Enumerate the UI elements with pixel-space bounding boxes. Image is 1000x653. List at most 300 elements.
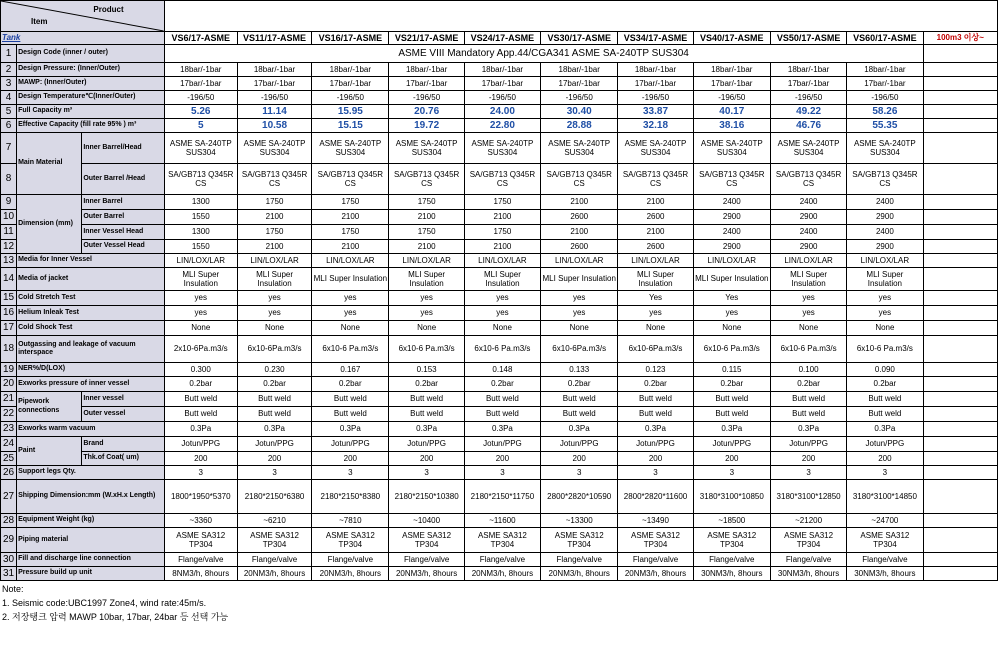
- row-label: Fill and discharge line connection: [17, 553, 165, 567]
- spec-value: Butt weld: [693, 407, 770, 422]
- row-label: Cold Stretch Test: [17, 291, 165, 306]
- spec-value: 2600: [541, 240, 618, 254]
- extra-cell: [923, 91, 997, 105]
- spec-value: 15.15: [312, 119, 389, 133]
- spec-value: SA/GB713 Q345R CS: [389, 164, 464, 195]
- spec-row-15: [1, 291, 998, 306]
- spec-value: 24.00: [464, 105, 540, 119]
- spec-value: 3: [693, 466, 770, 480]
- spec-row-26: [1, 466, 998, 480]
- spec-value: 20NM3/h, 8hours: [237, 567, 311, 581]
- spec-value: ASME SA312 TP304: [770, 528, 846, 553]
- spec-value: LIN/LOX/LAR: [312, 254, 389, 268]
- row-label: Support legs Qty.: [17, 466, 165, 480]
- spec-value: 6x10-6 Pa.m3/s: [464, 336, 540, 363]
- spec-value: MLI Super Insulation: [464, 268, 540, 291]
- spec-value: 40.17: [693, 105, 770, 119]
- note-1: 1. Seismic code:UBC1997 Zone4, wind rate:45m/s.: [2, 597, 207, 608]
- spec-value: 6x10-6 Pa.m3/s: [693, 336, 770, 363]
- spec-value: Butt weld: [847, 407, 923, 422]
- spec-value: Butt weld: [164, 392, 237, 407]
- spec-value: 0.100: [770, 363, 846, 377]
- spec-value: MLI Super Insulation: [693, 268, 770, 291]
- extra-cell: [923, 77, 997, 91]
- row-label: Design Code (inner / outer): [17, 45, 165, 63]
- spec-value: 6x10-6 Pa.m3/s: [312, 336, 389, 363]
- header-blank: [164, 1, 997, 32]
- extra-cell: [923, 45, 997, 63]
- spec-value: 20NM3/h, 8hours: [389, 567, 464, 581]
- spec-value: 20NM3/h, 8hours: [618, 567, 693, 581]
- spec-value: -196/50: [164, 91, 237, 105]
- spec-value: 3: [312, 466, 389, 480]
- spec-value: 1750: [389, 195, 464, 210]
- spec-value: 2180*2150*10380: [389, 480, 464, 514]
- extra-cell: [923, 321, 997, 336]
- spec-value: 1750: [237, 195, 311, 210]
- extra-cell: [923, 514, 997, 528]
- row-label: Full Capacity m³: [17, 105, 165, 119]
- spec-value: 1800*1950*5370: [164, 480, 237, 514]
- spec-value: 0.3Pa: [389, 422, 464, 437]
- spec-value: Butt weld: [618, 392, 693, 407]
- spec-value: Butt weld: [770, 407, 846, 422]
- spec-value: 28.88: [541, 119, 618, 133]
- spec-value: -196/50: [541, 91, 618, 105]
- spec-value: 0.3Pa: [618, 422, 693, 437]
- row-label: Pipework connections: [17, 392, 82, 422]
- row-number: 2: [1, 63, 17, 77]
- spec-value: yes: [541, 306, 618, 321]
- spec-value: 3: [389, 466, 464, 480]
- spec-value: None: [237, 321, 311, 336]
- extra-cell: [923, 63, 997, 77]
- spec-value: None: [693, 321, 770, 336]
- spec-value: 2400: [693, 195, 770, 210]
- spec-value: LIN/LOX/LAR: [237, 254, 311, 268]
- row-number: 15: [1, 291, 17, 306]
- spec-value: 17bar/-1bar: [847, 77, 923, 91]
- extra-cell: [923, 225, 997, 240]
- spec-row-27: [1, 480, 998, 514]
- spec-value: 0.148: [464, 363, 540, 377]
- row-label: Main Material: [17, 133, 82, 195]
- spec-value: yes: [237, 306, 311, 321]
- spec-value: 1300: [164, 195, 237, 210]
- spec-value: None: [770, 321, 846, 336]
- extra-cell: [923, 254, 997, 268]
- spec-value: 3: [541, 466, 618, 480]
- spec-value: 2100: [618, 225, 693, 240]
- row-number: 4: [1, 91, 17, 105]
- spec-value: 0.3Pa: [237, 422, 311, 437]
- spec-row-31: [1, 567, 998, 581]
- model-header: VS30/17-ASME: [541, 32, 618, 45]
- row-sublabel: Inner Vessel Head: [82, 225, 164, 240]
- row-number: 26: [1, 466, 17, 480]
- spec-row-24: [1, 437, 998, 452]
- spec-value: None: [618, 321, 693, 336]
- spec-row-10: [1, 210, 998, 225]
- spec-value: 30NM3/h, 8hours: [693, 567, 770, 581]
- extra-cell: [923, 306, 997, 321]
- spec-value: Butt weld: [464, 392, 540, 407]
- diagonal-divider: [1, 1, 164, 31]
- spec-row-16: [1, 306, 998, 321]
- row-number: 19: [1, 363, 17, 377]
- spec-value: 1750: [312, 195, 389, 210]
- row-number: 21: [1, 392, 17, 407]
- row-label: MAWP: (Inner/Outer): [17, 77, 165, 91]
- spec-value: 0.2bar: [164, 377, 237, 392]
- row-sublabel: Outer Vessel Head: [82, 240, 164, 254]
- row-number: 7: [1, 133, 17, 164]
- spec-value: Jotun/PPG: [312, 437, 389, 452]
- spec-value: ~18500: [693, 514, 770, 528]
- spec-value: LIN/LOX/LAR: [847, 254, 923, 268]
- spec-value: 0.133: [541, 363, 618, 377]
- spec-value: 6x10-6Pa.m3/s: [237, 336, 311, 363]
- row-number: 31: [1, 567, 17, 581]
- extra-cell: [923, 452, 997, 466]
- spec-value: Butt weld: [237, 392, 311, 407]
- extra-cell: [923, 119, 997, 133]
- row-number: 6: [1, 119, 17, 133]
- row-label: Piping material: [17, 528, 165, 553]
- spec-value: 2900: [770, 240, 846, 254]
- spec-value: 0.3Pa: [164, 422, 237, 437]
- spec-value: 18bar/-1bar: [693, 63, 770, 77]
- spec-value: Jotun/PPG: [693, 437, 770, 452]
- spec-value: 2600: [618, 240, 693, 254]
- spec-value: Flange/valve: [847, 553, 923, 567]
- spec-value: ~13490: [618, 514, 693, 528]
- spec-value: yes: [464, 306, 540, 321]
- spec-value: 2600: [541, 210, 618, 225]
- spec-value: LIN/LOX/LAR: [618, 254, 693, 268]
- spec-value: 18bar/-1bar: [541, 63, 618, 77]
- spec-value: 2800*2820*11600: [618, 480, 693, 514]
- spec-value: 2x10-6Pa.m3/s: [164, 336, 237, 363]
- spec-value: yes: [164, 291, 237, 306]
- spec-value: Yes: [618, 291, 693, 306]
- spec-value: SA/GB713 Q345R CS: [237, 164, 311, 195]
- extra-cell: [923, 392, 997, 407]
- spec-value: ASME SA-240TP SUS304: [693, 133, 770, 164]
- spec-value: 0.2bar: [237, 377, 311, 392]
- spec-value: 0.3Pa: [847, 422, 923, 437]
- spec-value: 6x10-6Pa.m3/s: [618, 336, 693, 363]
- spec-value: 0.2bar: [464, 377, 540, 392]
- spec-value: 2100: [618, 195, 693, 210]
- spec-value: 1550: [164, 240, 237, 254]
- spec-value: Butt weld: [389, 392, 464, 407]
- spec-row-7: [1, 133, 998, 164]
- spec-value: 18bar/-1bar: [464, 63, 540, 77]
- spec-value: Jotun/PPG: [164, 437, 237, 452]
- spec-value: SA/GB713 Q345R CS: [693, 164, 770, 195]
- spec-value: yes: [541, 291, 618, 306]
- spec-row-3: [1, 77, 998, 91]
- spec-value: 30.40: [541, 105, 618, 119]
- spec-value: 0.2bar: [770, 377, 846, 392]
- spec-value: SA/GB713 Q345R CS: [312, 164, 389, 195]
- spec-value: 6x10-6 Pa.m3/s: [847, 336, 923, 363]
- spec-value: ~6210: [237, 514, 311, 528]
- row-number: 27: [1, 480, 17, 514]
- spec-row-20: [1, 377, 998, 392]
- extra-cell: [923, 164, 997, 195]
- spec-row-29: [1, 528, 998, 553]
- spec-value: MLI Super Insulation: [389, 268, 464, 291]
- model-header: VS24/17-ASME: [464, 32, 540, 45]
- spec-row-12: [1, 240, 998, 254]
- spec-value: 10.58: [237, 119, 311, 133]
- spec-value: 3: [847, 466, 923, 480]
- spec-value: ASME SA312 TP304: [389, 528, 464, 553]
- spec-value: yes: [693, 306, 770, 321]
- spec-value: Flange/valve: [770, 553, 846, 567]
- spec-value: 200: [164, 452, 237, 466]
- model-header: VS16/17-ASME: [312, 32, 389, 45]
- spec-value: 2100: [312, 210, 389, 225]
- row-sublabel: Inner Barrel/Head: [82, 133, 164, 164]
- spec-value: 18bar/-1bar: [770, 63, 846, 77]
- extra-cell: [923, 567, 997, 581]
- spec-row-9: [1, 195, 998, 210]
- spec-value: 2400: [770, 225, 846, 240]
- spec-value: None: [847, 321, 923, 336]
- spec-value: -196/50: [464, 91, 540, 105]
- spec-value: 2100: [541, 225, 618, 240]
- spec-value: 2100: [389, 240, 464, 254]
- spec-value: yes: [389, 306, 464, 321]
- spec-value: MLI Super Insulation: [312, 268, 389, 291]
- spec-value: 0.2bar: [312, 377, 389, 392]
- spec-value: ASME SA-240TP SUS304: [770, 133, 846, 164]
- spec-value: Flange/valve: [389, 553, 464, 567]
- spec-row-25: [1, 452, 998, 466]
- spec-value: 2900: [693, 210, 770, 225]
- spec-value: -196/50: [847, 91, 923, 105]
- spec-value: 38.16: [693, 119, 770, 133]
- tank-link[interactable]: Tank: [1, 32, 165, 45]
- spec-value: Butt weld: [312, 407, 389, 422]
- spec-value: 0.090: [847, 363, 923, 377]
- row-number: 12: [1, 240, 17, 254]
- spec-value: 2100: [237, 240, 311, 254]
- spec-value: Jotun/PPG: [618, 437, 693, 452]
- spec-value: LIN/LOX/LAR: [464, 254, 540, 268]
- spec-value: Flange/valve: [464, 553, 540, 567]
- row-label: Exworks warm vacuum: [17, 422, 165, 437]
- row-number: 20: [1, 377, 17, 392]
- spec-row-4: [1, 91, 998, 105]
- row-label: Effective Capacity (fill rate 95% ) m³: [17, 119, 165, 133]
- row-label: NER%/D(LOX): [17, 363, 165, 377]
- row-number: 8: [1, 164, 17, 195]
- spec-value: 1750: [389, 225, 464, 240]
- spec-row-11: [1, 225, 998, 240]
- spec-value: yes: [770, 306, 846, 321]
- spec-value: 3: [237, 466, 311, 480]
- spec-value: Flange/valve: [618, 553, 693, 567]
- spec-value: 2400: [847, 225, 923, 240]
- row-sublabel: Brand: [82, 437, 164, 452]
- spec-value: ASME SA312 TP304: [618, 528, 693, 553]
- spec-value: yes: [237, 291, 311, 306]
- spec-value: 3: [770, 466, 846, 480]
- spec-value: 0.153: [389, 363, 464, 377]
- spec-value: SA/GB713 Q345R CS: [847, 164, 923, 195]
- spec-value: 2100: [312, 240, 389, 254]
- spec-value: 2900: [847, 240, 923, 254]
- extra-cell: [923, 480, 997, 514]
- row-label: Dimension (mm): [17, 195, 82, 254]
- spec-value: 200: [237, 452, 311, 466]
- note-2: 2. 저장탱크 압력 MAWP 10bar, 17bar, 24bar 등 선택 가능: [2, 611, 229, 622]
- row-sublabel: Outer vessel: [82, 407, 164, 422]
- spec-value: 46.76: [770, 119, 846, 133]
- extra-cell: [923, 553, 997, 567]
- row-label: Shipping Dimension:mm (W.xH.x Length): [17, 480, 165, 514]
- extra-cell: [923, 210, 997, 225]
- spec-value: Flange/valve: [541, 553, 618, 567]
- spec-value: LIN/LOX/LAR: [770, 254, 846, 268]
- spec-value: 3180*3100*14850: [847, 480, 923, 514]
- extra-cell: [923, 466, 997, 480]
- spec-value: ASME SA312 TP304: [237, 528, 311, 553]
- spec-value: yes: [847, 306, 923, 321]
- spec-value: yes: [770, 291, 846, 306]
- spec-row-18: [1, 336, 998, 363]
- row-label: Equipment Weight (kg): [17, 514, 165, 528]
- spec-value: 1550: [164, 210, 237, 225]
- spec-value: Butt weld: [847, 392, 923, 407]
- spec-value: 58.26: [847, 105, 923, 119]
- spec-value: 5: [164, 119, 237, 133]
- notes-title: Note:: [2, 584, 24, 594]
- spec-value: -196/50: [237, 91, 311, 105]
- spec-value: ASME SA-240TP SUS304: [389, 133, 464, 164]
- spec-value: Butt weld: [693, 392, 770, 407]
- spec-value: 3: [464, 466, 540, 480]
- spec-value: ASME SA312 TP304: [693, 528, 770, 553]
- spec-value: 20NM3/h, 8hours: [312, 567, 389, 581]
- spec-value: Jotun/PPG: [237, 437, 311, 452]
- spec-value: 0.2bar: [693, 377, 770, 392]
- row-label: Media for Inner Vessel: [17, 254, 165, 268]
- row-number: 22: [1, 407, 17, 422]
- spec-value: 17bar/-1bar: [770, 77, 846, 91]
- spec-value: 2800*2820*10590: [541, 480, 618, 514]
- row-number: 25: [1, 452, 17, 466]
- model-header: VS60/17-ASME: [847, 32, 923, 45]
- model-header: VS6/17-ASME: [164, 32, 237, 45]
- spec-row-5: [1, 105, 998, 119]
- extra-cell: [923, 195, 997, 210]
- row-sublabel: Inner Barrel: [82, 195, 164, 210]
- design-code-value: ASME VIII Mandatory App.44/CGA341 ASME SA-240TP SUS304: [164, 45, 923, 63]
- spec-value: 0.3Pa: [312, 422, 389, 437]
- spec-value: ASME SA312 TP304: [164, 528, 237, 553]
- spec-value: ~3360: [164, 514, 237, 528]
- spec-value: 18bar/-1bar: [389, 63, 464, 77]
- row-label: Media of jacket: [17, 268, 165, 291]
- spec-value: -196/50: [312, 91, 389, 105]
- spec-value: 200: [541, 452, 618, 466]
- spec-value: yes: [389, 291, 464, 306]
- spec-value: 17bar/-1bar: [464, 77, 540, 91]
- spec-value: Butt weld: [389, 407, 464, 422]
- spec-value: ~10400: [389, 514, 464, 528]
- spec-row-2: [1, 63, 998, 77]
- row-label: Exworks pressure of inner vessel: [17, 377, 165, 392]
- extra-cell: [923, 268, 997, 291]
- spec-value: 2400: [693, 225, 770, 240]
- spec-value: 33.87: [618, 105, 693, 119]
- model-header: VS34/17-ASME: [618, 32, 693, 45]
- spec-row-22: [1, 407, 998, 422]
- spec-value: MLI Super Insulation: [541, 268, 618, 291]
- spec-value: ASME SA312 TP304: [464, 528, 540, 553]
- spec-value: -196/50: [389, 91, 464, 105]
- spec-value: 18bar/-1bar: [164, 63, 237, 77]
- spec-value: MLI Super Insulation: [770, 268, 846, 291]
- spec-row-19: [1, 363, 998, 377]
- spec-value: 17bar/-1bar: [541, 77, 618, 91]
- spec-value: 0.3Pa: [770, 422, 846, 437]
- spec-value: 49.22: [770, 105, 846, 119]
- row-number: 13: [1, 254, 17, 268]
- spec-value: 1750: [312, 225, 389, 240]
- row-number: 30: [1, 553, 17, 567]
- row-number: 3: [1, 77, 17, 91]
- extra-cell: [923, 437, 997, 452]
- spec-value: SA/GB713 Q345R CS: [618, 164, 693, 195]
- spec-value: ASME SA312 TP304: [847, 528, 923, 553]
- spec-value: Flange/valve: [237, 553, 311, 567]
- spec-row-6: [1, 119, 998, 133]
- spec-row-13: [1, 254, 998, 268]
- spec-value: 1750: [464, 225, 540, 240]
- spec-value: 19.72: [389, 119, 464, 133]
- spec-value: ASME SA-240TP SUS304: [847, 133, 923, 164]
- spec-value: None: [541, 321, 618, 336]
- spec-value: 3180*3100*12850: [770, 480, 846, 514]
- spec-value: 18bar/-1bar: [847, 63, 923, 77]
- extra-cell: [923, 240, 997, 254]
- spec-row-30: [1, 553, 998, 567]
- extra-cell: [923, 336, 997, 363]
- spec-value: 17bar/-1bar: [312, 77, 389, 91]
- row-number: 1: [1, 45, 17, 63]
- row-label: Outgassing and leakage of vacuum interspace: [17, 336, 165, 363]
- spec-value: 2100: [464, 210, 540, 225]
- header-corner-cell: [1, 1, 165, 32]
- spec-value: 2600: [618, 210, 693, 225]
- spec-value: ASME SA312 TP304: [312, 528, 389, 553]
- spec-value: SA/GB713 Q345R CS: [770, 164, 846, 195]
- spec-value: 11.14: [237, 105, 311, 119]
- spec-value: ASME SA-240TP SUS304: [618, 133, 693, 164]
- spec-value: 2900: [693, 240, 770, 254]
- spec-value: 18bar/-1bar: [237, 63, 311, 77]
- spec-value: yes: [847, 291, 923, 306]
- row-number: 28: [1, 514, 17, 528]
- spec-value: None: [164, 321, 237, 336]
- extra-cell: [923, 105, 997, 119]
